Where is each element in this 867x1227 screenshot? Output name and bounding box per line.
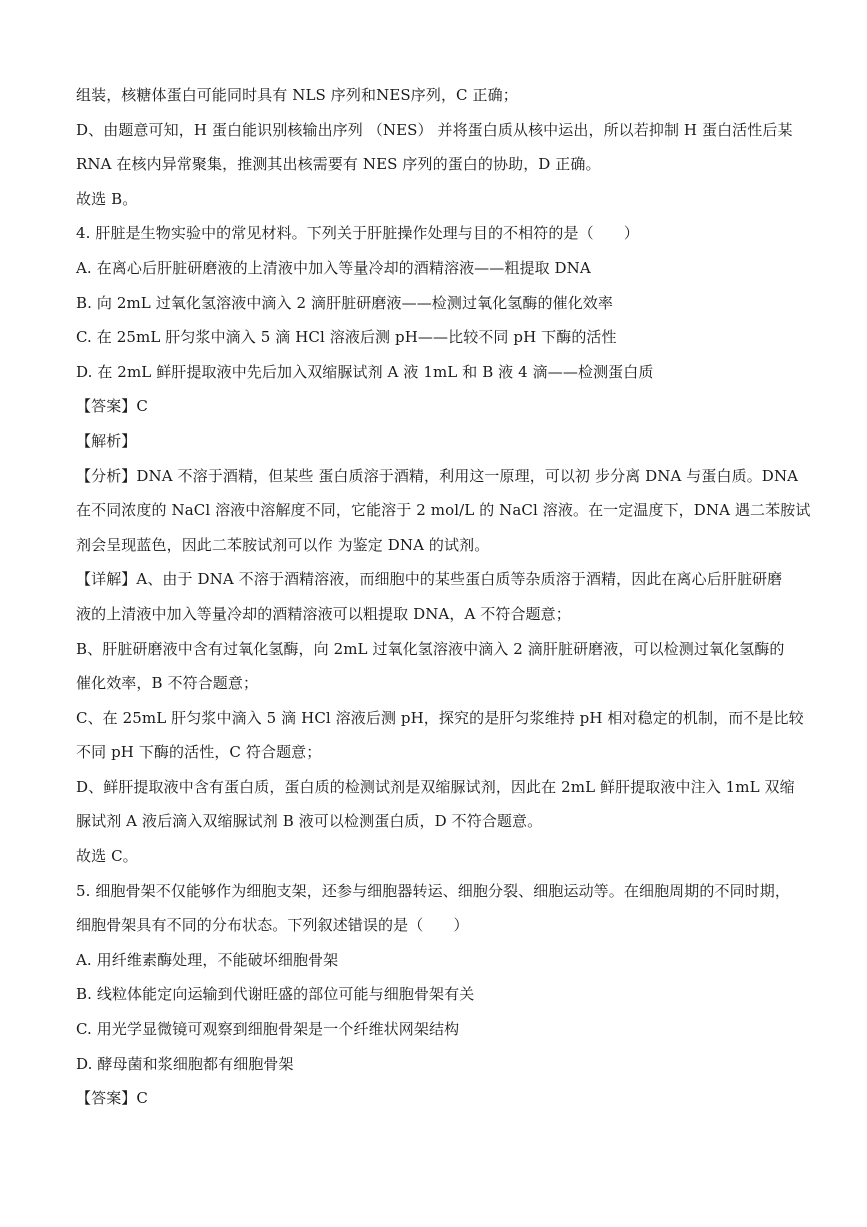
text-line-4: 故选 B。 bbox=[76, 189, 138, 208]
detail-line-8: 脲试剂 A 液后滴入双缩脲试剂 B 液可以检测蛋白质，D 不符合题意。 bbox=[76, 812, 543, 831]
detail-line-4: 催化效率，B 不符合题意； bbox=[76, 674, 259, 693]
question-5-option-d: D. 酵母菌和浆细胞都有细胞骨架 bbox=[76, 1054, 294, 1073]
question-4-option-c: C. 在 25mL 肝匀浆中滴入 5 滴 HCl 溶液后测 pH——比较不同 pH 下酶的活性 bbox=[76, 328, 617, 347]
question-4-stem: 4. 肝脏是生物实验中的常见材料。下列关于肝脏操作处理与目的不相符的是（ ） bbox=[76, 224, 639, 243]
question-5-stem-2: 细胞骨架具有不同的分布状态。下列叙述错误的是（ ） bbox=[76, 916, 469, 935]
analysis-line-3: 剂会呈现蓝色，因此二苯胺试剂可以作 为鉴定 DNA 的试剂。 bbox=[76, 535, 490, 554]
question-4-analysis-heading: 【解析】 bbox=[76, 431, 137, 450]
detail-line-2: 液的上清液中加入等量冷却的酒精溶液可以粗提取 DNA，A 不符合题意； bbox=[76, 604, 571, 623]
question-5-answer: 【答案】C bbox=[76, 1089, 148, 1108]
question-5-option-a: A. 用纤维素酶处理，不能破坏细胞骨架 bbox=[76, 950, 339, 969]
question-5-option-c: C. 用光学显微镜可观察到细胞骨架是一个纤维状网架结构 bbox=[76, 1020, 460, 1039]
detail-line-5: C、在 25mL 肝匀浆中滴入 5 滴 HCl 溶液后测 pH，探究的是肝匀浆维持 pH 相对稳定的机制，而不是比较 bbox=[76, 708, 804, 727]
question-4-answer: 【答案】C bbox=[76, 397, 148, 416]
analysis-line-1: 【分析】DNA 不溶于酒精，但某些 蛋白质溶于酒精，利用这一原理，可以初 步分离 DNA 与蛋白质。DNA bbox=[76, 466, 799, 485]
detail-line-6: 不同 pH 下酶的活性，C 符合题意； bbox=[76, 743, 322, 762]
text-line-1: 组装，核糖体蛋白可能同时具有 NLS 序列和NES序列，C 正确； bbox=[76, 86, 518, 104]
text-line-3: RNA 在核内异常聚集，推测其出核需要有 NES 序列的蛋白的协助，D 正确。 bbox=[76, 155, 601, 174]
document-page bbox=[76, 78, 811, 1116]
question-4-choice: 故选 C。 bbox=[76, 847, 138, 866]
analysis-line-2: 在不同浓度的 NaCl 溶液中溶解度不同，它能溶于 2 mol/L 的 NaCl 溶液。在一定温度下，DNA 遇二苯胺试 bbox=[76, 501, 811, 520]
question-4-option-a: A. 在离心后肝脏研磨液的上清液中加入等量冷却的酒精溶液——粗提取 DNA bbox=[76, 258, 591, 277]
question-4-option-d: D. 在 2mL 鲜肝提取液中先后加入双缩脲试剂 A 液 1mL 和 B 液 4 滴——检测蛋白质 bbox=[76, 362, 654, 381]
question-4-option-b: B. 向 2mL 过氧化氢溶液中滴入 2 滴肝脏研磨液——检测过氧化氢酶的催化效率 bbox=[76, 293, 614, 312]
text-line-2: D、由题意可知，H 蛋白能识别核输出序列 （NES） 并将蛋白质从核中运出，所以若抑制 H 蛋白活性后某 bbox=[76, 120, 793, 139]
detail-line-7: D、鲜肝提取液中含有蛋白质，蛋白质的检测试剂是双缩脲试剂，因此在 2mL 鲜肝提取液中注入 1mL 双缩 bbox=[76, 777, 795, 796]
detail-line-3: B、肝脏研磨液中含有过氧化氢酶，向 2mL 过氧化氢溶液中滴入 2 滴肝脏研磨液，可以检测过氧化氢酶的 bbox=[76, 639, 785, 658]
question-5-stem-1: 5. 细胞骨架不仅能够作为细胞支架，还参与细胞器转运、细胞分裂、细胞运动等。在细胞周期的不同时期， bbox=[76, 881, 790, 900]
question-5-option-b: B. 线粒体能定向运输到代谢旺盛的部位可能与细胞骨架有关 bbox=[76, 985, 475, 1004]
detail-line-1: 【详解】A、由于 DNA 不溶于酒精溶液，而细胞中的某些蛋白质等杂质溶于酒精，因此在离心后肝脏研磨 bbox=[76, 570, 783, 589]
